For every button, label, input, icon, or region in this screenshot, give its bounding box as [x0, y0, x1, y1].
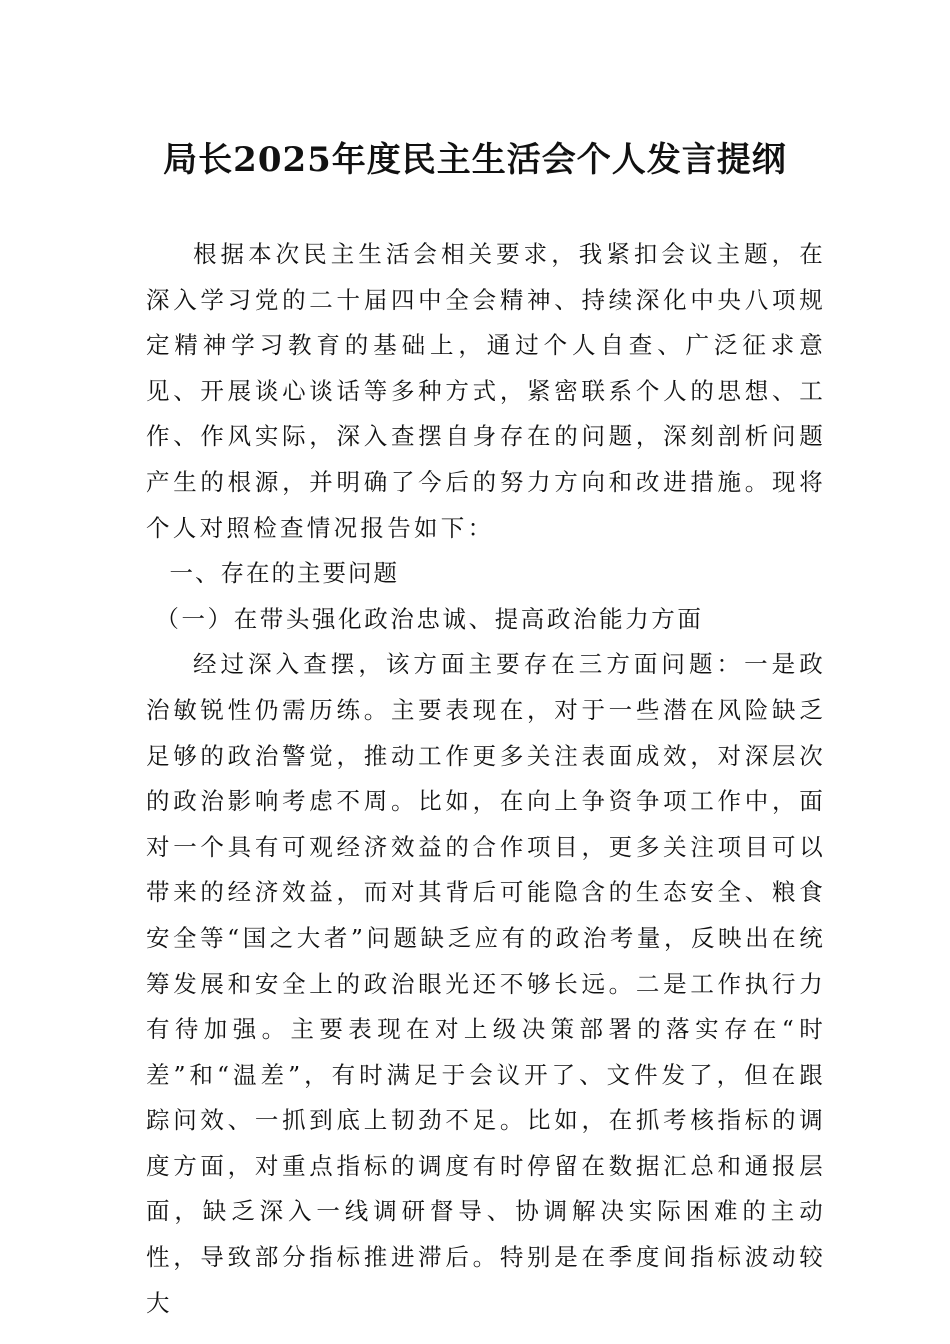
- document-body: [146, 232, 826, 1326]
- intro-paragraph: 根据本次民主生活会相关要求，我紧扣会议主题，在深入学习党的二十届四中全会精神、持续深化中央八项规定精神学习教育的基础上，通过个人自查、广泛征求意见、开展谈心谈话等多种方式，紧密联系个人的思想、工作、作风实际，深入查摆自身存在的问题，深刻剖析问题产生的根源，并明确了今后的努力方向和改进措施。现将个人对照检查情况报告如下：: [146, 240, 826, 542]
- subsection-heading-political-loyalty: （一）在带头强化政治忠诚、提高政治能力方面: [155, 604, 704, 633]
- section-heading-problems: 一、存在的主要问题: [169, 559, 399, 588]
- document-title: 局长2025年度民主生活会个人发言提纲: [163, 140, 787, 180]
- subsection-body-paragraph: 经过深入查摆，该方面主要存在三方面问题：一是政治敏锐性仍需历练。主要表现在，对于一些潜在风险缺乏足够的政治警觉，推动工作更多关注表面成效，对深层次的政治影响考虑不周。比如，在向上争资争项工作中，面对一个具有可观经济效益的合作项目，更多关注项目可以带来的经济效益，而对其背后可能隐含的生态安全、粮食安全等“国之大者”问题缺乏应有的政治考量，反映出在统筹发展和安全上的政治眼光还不够长远。二是工作执行力有待加强。主要表现在对上级决策部署的落实存在“时差”和“温差”，有时满足于会议开了、文件发了，但在跟踪问效、一抓到底上韧劲不足。比如，在抓考核指标的调度方面，对重点指标的调度有时停留在数据汇总和通报层面，缺乏深入一线调研督导、协调解决实际困难的主动性，导致部分指标推进滞后。特别是在季度间指标波动较大: [146, 650, 826, 1317]
